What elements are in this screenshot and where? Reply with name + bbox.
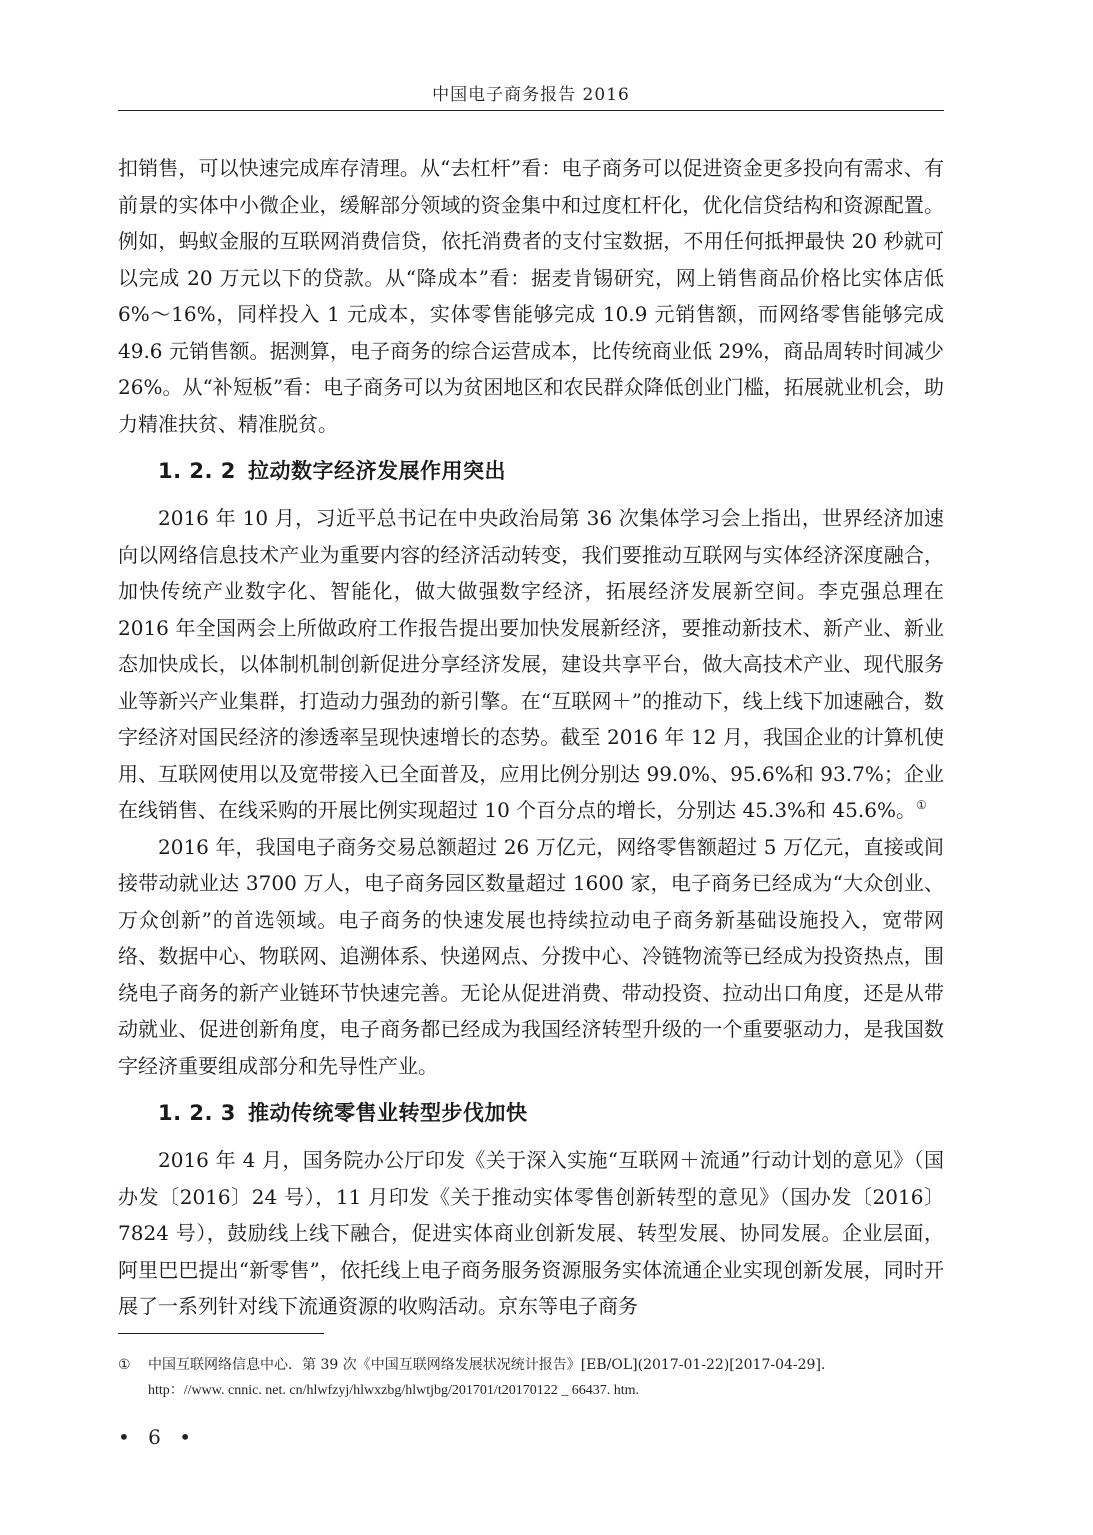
paragraph-retail-transformation: 2016 年 4 月，国务院办公厅印发《关于深入实施“互联网＋流通”行动计划的意见》（国办发〔2016〕24 号），11 月印发《关于推动实体零售创新转型的意见》（国办发〔2016〕7824 号），鼓励线上线下融合，促进实体商业创新发展、转型发展、协同发展。企业层面，阿里巴巴提出“新零售”，依托线上电子商务服务资源服务实体流通企业实现创新发展，同时开展了一系列针对线下流通资源的收购活动。京东等电子商务 bbox=[118, 1148, 944, 1318]
footnote bbox=[118, 1352, 944, 1404]
paragraph-digital-economy bbox=[118, 500, 944, 829]
paragraph-text: 2016 年 10 月，习近平总书记在中央政治局第 36 次集体学习会上指出，世界经济加速向以网络信息技术产业为重要内容的经济活动转变，我们要推动互联网与实体经济深度融合，加快传统产业数字化、智能化，做大做强数字经济，拓展经济发展新空间。李克强总理在 2016 年全国两会上所做政府工作报告提出要加快发展新经济，要推动新技术、新产业、新业态加快成长，以体制机制创新促进分享经济发展，建设共享平台，做大高技术产业、现代服务业等新兴产业集群，打造动力强劲的新引擎。在“互联网＋”的推动下，线上线下加速融合，数字经济对国民经济的渗透率呈现快速增长的态势。截至 2016 年 12 月，我国企业的计算机使用、互联网使用以及宽带接入已全面普及，应用比例分别达 99.0%、95.6%和 93.7%；企业在线销售、在线采购的开展比例实现超过 10 个百分点的增长，分别达 45.3%和 45.6%。 bbox=[118, 506, 944, 822]
footnote-citation: 中国互联网络信息中心．第 39 次《中国互联网络发展状况统计报告》[EB/OL](2017-01-22)[2017-04-29]. bbox=[148, 1357, 826, 1373]
footnote-reference[interactable]: ① bbox=[915, 798, 927, 812]
page-number: • 6 • bbox=[118, 1425, 198, 1449]
paragraph-ecommerce-volume: 2016 年，我国电子商务交易总额超过 26 万亿元，网络零售额超过 5 万亿元，直接或间接带动就业达 3700 万人，电子商务园区数量超过 1600 家，电子商务已经成为“大众创业、万众创新”的首选领域。电子商务的快速发展也持续拉动电子商务新基础设施投入，宽带网络、数据中心、物联网、追溯体系、快递网点、分拨中心、冷链物流等已经成为投资热点，围绕电子商务的新产业链环节快速完善。无论从促进消费、带动投资、拉动出口角度，还是从带动就业、促进创新角度，电子商务都已经成为我国经济转型升级的一个重要驱动力，是我国数字经济重要组成部分和先导性产业。 bbox=[118, 834, 944, 1078]
running-header: 中国电子商务报告 2016 bbox=[432, 85, 630, 105]
page-body bbox=[118, 150, 944, 1325]
section-title: 拉动数字经济发展作用突出 bbox=[248, 459, 506, 483]
section-title: 推动传统零售业转型步伐加快 bbox=[248, 1101, 528, 1125]
paragraph-continued: 扣销售，可以快速完成库存清理。从“去杠杆”看：电子商务可以促进资金更多投向有需求、有前景的实体中小微企业，缓解部分领域的资金集中和过度杠杆化，优化信贷结构和资源配置。例如，蚂蚁金服的互联网消费信贷，依托消费者的支付宝数据，不用任何抵押最快 20 秒就可以完成 20 万元以下的贷款。从“降成本”看：据麦肯锡研究，网上销售商品价格比实体店低 6%～16%，同样投入 1 元成本，实体零售能够完成 10.9 元销售额，而网络零售能够完成 49.6 元销售额。据测算，电子商务的综合运营成本，比传统商业低 29%，商品周转时间减少 26%。从“补短板”看：电子商务可以为贫困地区和农民群众降低创业门槛，拓展就业机会，助力精准扶贫、精准脱贫。 bbox=[118, 156, 944, 436]
section-heading-1-2-3 bbox=[118, 1097, 944, 1129]
footnote-url[interactable]: http：//www. cnnic. net. cn/hlwfzyj/hlwxzbg/hlwtjbg/201701/t20170122 _ 66437. htm. bbox=[148, 1383, 639, 1398]
section-number: 1. 2. 3 bbox=[158, 1101, 236, 1125]
footnote-rule bbox=[118, 1333, 324, 1334]
section-heading-1-2-2 bbox=[118, 455, 944, 487]
section-number: 1. 2. 2 bbox=[158, 459, 236, 483]
footnote-line-1 bbox=[118, 1352, 944, 1378]
footnote-marker: ① bbox=[118, 1357, 131, 1373]
header-rule bbox=[118, 110, 944, 111]
